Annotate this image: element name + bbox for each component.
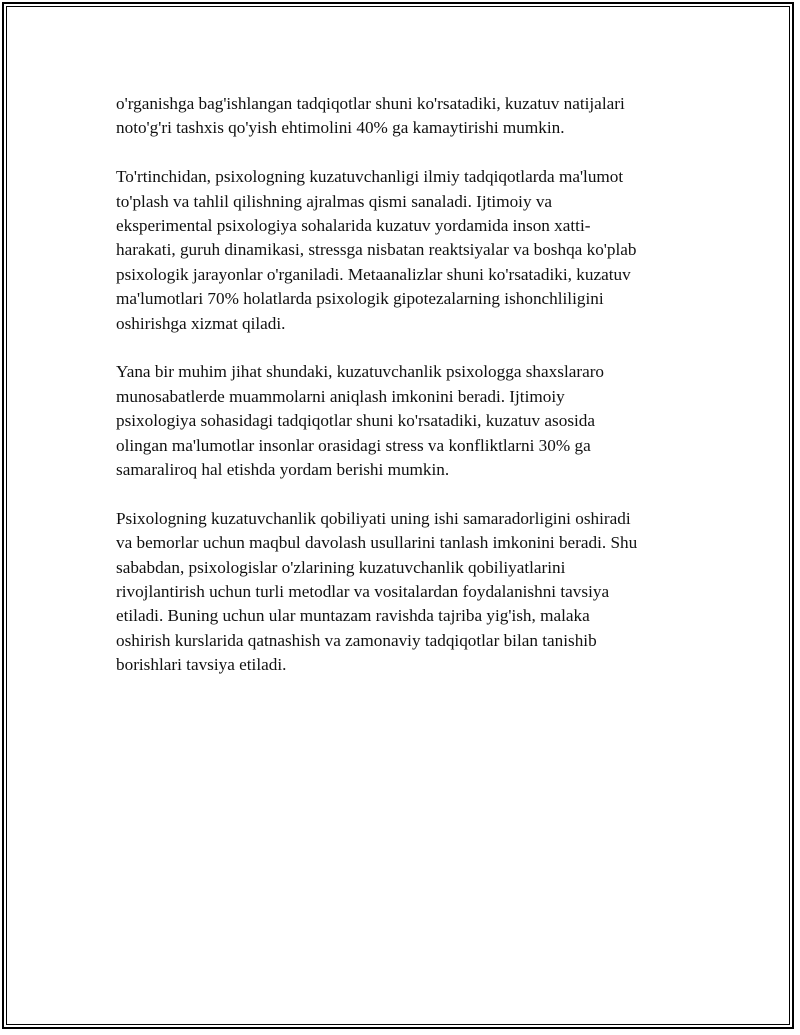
text-line: psixologik jarayonlar o'rganiladi. Metaanalizlar shuni ko'rsatadiki, kuzatuv: [116, 264, 631, 284]
paragraph-1: [116, 92, 696, 141]
text-line: oshirishga xizmat qiladi.: [116, 313, 286, 333]
text-line: ma'lumotlari 70% holatlarda psixologik gipotezalarning ishonchliligini: [116, 289, 604, 309]
paragraph-4: [116, 507, 696, 678]
text-line: o'rganishga bag'ishlangan tadqiqotlar shuni ko'rsatadiki, kuzatuv natijalari: [116, 94, 625, 113]
text-line: oshirish kurslarida qatnashish va zamonaviy tadqiqotlar bilan tanishib: [116, 630, 597, 650]
paragraph-3: [116, 360, 696, 482]
text-line: rivojlantirish uchun turli metodlar va vositalardan foydalanishni tavsiya: [116, 582, 610, 602]
text-line: noto'g'ri tashxis qo'yish ehtimolini 40% ga kamaytirishi mumkin.: [116, 118, 565, 138]
text-line: eksperimental psixologiya sohalarida kuzatuv yordamida inson xatti-: [116, 216, 591, 236]
text-line: olingan ma'lumotlar insonlar orasidagi stress va konfliktlarni 30% ga: [116, 435, 591, 455]
text-line: psixologiya sohasidagi tadqiqotlar shuni ko'rsatadiki, kuzatuv asosida: [116, 411, 596, 431]
text-line: to'plash va tahlil qilishning ajralmas qismi sanaladi. Ijtimoiy va: [116, 191, 553, 211]
paragraph-2: [116, 165, 696, 336]
text-line: va bemorlar uchun maqbul davolash usullarini tanlash imkonini beradi. Shu: [116, 533, 638, 553]
text-line: harakati, guruh dinamikasi, stressga nisbatan reaktsiyalar va boshqa ko'plab: [116, 240, 637, 260]
text-line: To'rtinchidan, psixologning kuzatuvchanligi ilmiy tadqiqotlarda ma'lumot: [116, 167, 624, 187]
text-line: samaraliroq hal etishda yordam berishi mumkin.: [116, 460, 450, 480]
text-line: borishlari tavsiya etiladi.: [116, 655, 287, 675]
text-line: Yana bir muhim jihat shundaki, kuzatuvchanlik psixologga shaxslararo: [116, 362, 605, 382]
text-line: munosabatlerde muammolarni aniqlash imkonini beradi. Ijtimoiy: [116, 386, 565, 406]
text-line: sababdan, psixologislar o'zlarining kuzatuvchanlik qobiliyatlarini: [116, 557, 566, 577]
text-line: etiladi. Buning uchun ular muntazam ravishda tajriba yig'ish, malaka: [116, 606, 590, 626]
document-body: [116, 92, 696, 702]
text-line: Psixologning kuzatuvchanlik qobiliyati uning ishi samaradorligini oshiradi: [116, 508, 631, 528]
